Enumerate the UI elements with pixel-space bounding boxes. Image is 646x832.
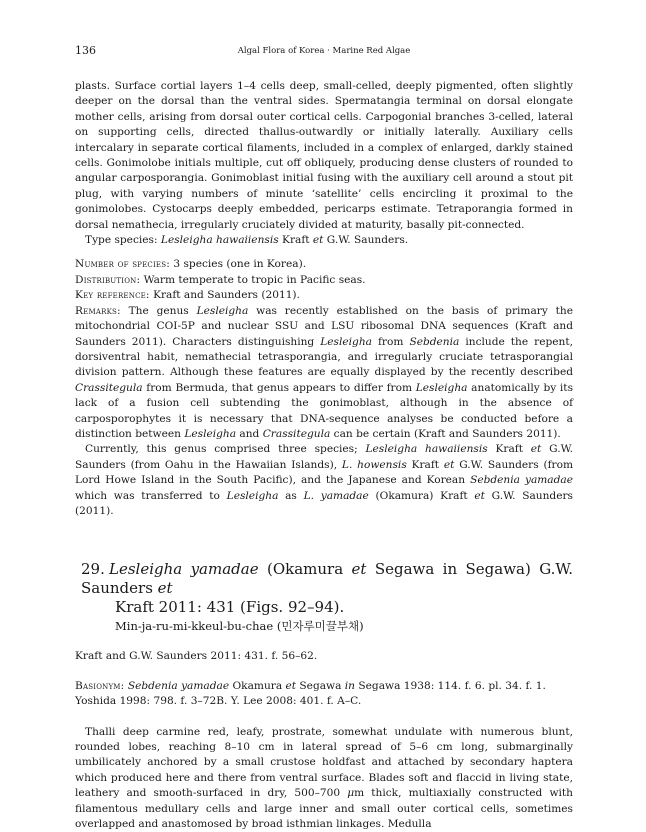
basionym: Basionym: Sebdenia yamadae Okamura et Segawa in Segawa 1938: 114. f. 6. pl. 34. f. 1. xyxy=(75,679,546,692)
korean-name: Min-ja-ru-mi-kkeul-bu-chae (민자루미끌부채) xyxy=(115,619,364,634)
species-title-line-2: Kraft 2011: 431 (Figs. 92–94). xyxy=(115,598,345,617)
type-species: Type species: Lesleigha hawaiiensis Kraft et G.W. Saunders. xyxy=(85,234,409,247)
thalli-paragraph: Thalli deep carmine red, leafy, prostrate, somewhat undulate with numerous blunt, rounded lobes, reaching 8–10 cm in lateral spread of 5–6 cm long, submarginally umbilicately anchored by a small crustose holdfast and attached by secondary haptera which produced here and there from ventral surface. Blades soft and flaccid in living state, leathery and smooth-surfaced in dry, 500–700 μm thick, multiaxially constructed with filamentous medullary cells and large inner and small outer cortical cells, sometimes overlapped and anastomosed by broad isthmian linkages. Medulla xyxy=(75,725,573,831)
basionym-references: Yoshida 1998: 798. f. 3–72B. Y. Lee 2008: 401. f. A–C. xyxy=(75,695,362,708)
number-of-species: Number of species: 3 species (one in Korea). xyxy=(75,258,307,271)
page-body xyxy=(75,79,573,832)
species-title-line: 29. Lesleigha yamadae (Okamura et Segawa in Segawa) G.W. Saunders et xyxy=(81,560,573,598)
page-number: 136 xyxy=(75,44,96,57)
citation: Kraft and G.W. Saunders 2011: 431. f. 56–62. xyxy=(75,650,318,663)
remarks-paragraph: Remarks: The genus Lesleigha was recently established on the basis of primary the mitochondrial COI-5P and nuclear SSU and LSU ribosomal DNA sequences (Kraft and Saunders 2011). Characters distinguishing Lesleigha from Sebdenia include the repent, dorsiventral habit, nemathecial tetrasporangia, and irregularly cruciate tetrasporangial division pattern. Although these features are equally displayed by the recently described Crassitegula from Bermuda, that genus appears to differ from Lesleigha anatomically by its lack of a fusion cell subtending the gonimoblast, although in the absence of carposporophytes it is necessary that DNA-sequence analyses be conducted before a distinction between Lesleigha and Crassitegula can be certain (Kraft and Saunders 2011). xyxy=(75,304,574,440)
species-heading xyxy=(81,560,573,635)
key-reference: Key reference: Kraft and Saunders (2011). xyxy=(75,289,300,302)
description-paragraph: plasts. Surface cortial layers 1–4 cells deep, small-celled, deeply pigmented, often slightly deeper on the dorsal than the ventral sides. Spermatangia terminal on dorsal elongate mother cells, arising from dorsal outer cortical cells. Carpogonial branches 3-celled, lateral on supporting cells, directed thallus-outwardly or initially laterally. Auxiliary cells intercalary in separate cortical filaments, included in a complex of enlarged, darkly stained cells. Gonimolobe initials multiple, cut off obliquely, producing dense clusters of rounded to angular carposporangia. Gonimoblast initial fusing with the auxiliary cell around a stout pit plug, with varying numbers of minute ‘satellite’ cells encircling it proximal to the gonimolobes. Cystocarps deeply embedded, pericarps estimate. Tetraporangia formed in dorsal nemathecia, irregularly cruciately divided at maturity, basally pit-connected. xyxy=(75,80,573,231)
running-title: Algal Flora of Korea · Marine Red Algae xyxy=(237,46,411,56)
distribution: Distribution: Warm temperate to tropic in Pacific seas. xyxy=(75,273,366,286)
currently-paragraph: Currently, this genus comprised three species; Lesleigha hawaiiensis Kraft et G.W. Saunders (from Oahu in the Hawaiian Islands), L. howensis Kraft et G.W. Saunders (from Lord Howe Island in the South Pacific), and the Japanese and Korean Sebdenia yamadae which was transferred to Lesleigha as L. yamadae (Okamura) Kraft et G.W. Saunders (2011). xyxy=(75,443,573,517)
